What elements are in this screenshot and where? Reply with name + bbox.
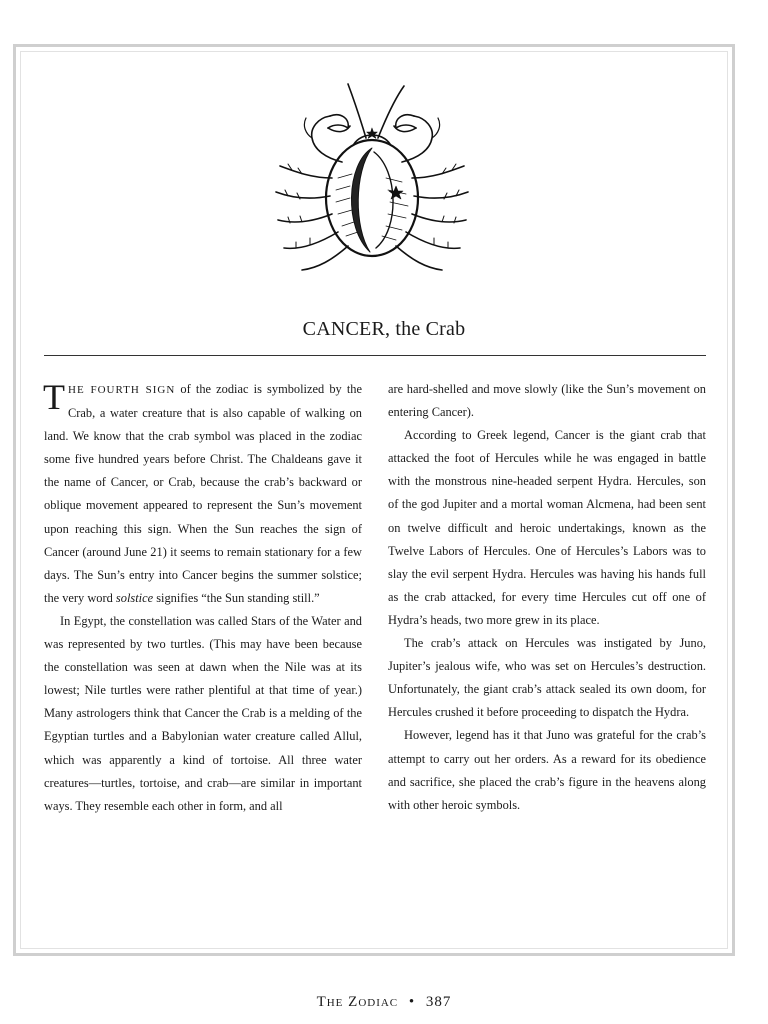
italic-word: solstice [115,590,154,605]
crab-illustration [262,78,482,288]
paragraph: are hard-shelled and move slowly (like the Sun’s movement on entering Cancer). [388,382,706,420]
page-number: 387 [425,994,452,1010]
footer-separator: • [408,994,416,1010]
small-caps-lead: HE FOURTH SIGN [68,384,176,396]
paragraph: However, legend has it that Juno was grateful for the crab’s attempt to carry out her orders. As a reward for its obedience and sacrifice, she placed the crab’s figure in the heavens along with other heroic symbols. [388,728,706,812]
running-head: The Zodiac [316,994,399,1010]
paragraph [44,378,362,610]
paragraph-text: of the zodiac is symbolized by the Crab, a water creature that is also capable of walking on land. We know that the crab symbol was placed in the zodiac some five hundred years before Christ. The Chaldeans gave it the name of Cancer, or Crab, because the crab’s backward or oblique movement appeared to represent the Sun’s movement upon reaching this sign. When the Sun reaches the sign of Cancer (around June 21) it seems to remain stationary for a few days. The Sun’s entry into Cancer begins the summer solstice; the very word [44,382,362,605]
page-title: CANCER, the Crab [302,318,466,340]
paragraph-text: signifies “the Sun standing still.” [153,590,320,605]
paragraph: According to Greek legend, Cancer is the giant crab that attacked the foot of Hercules while he was engaged in battle with the monstrous nine-headed serpent Hydra. Hercules, son of the god Jupiter and a mortal woman Alcmena, had been sent on twelve difficult and heroic undertakings, known as the Twelve Labors of Hercules. One of Hercules’s Labors was to slay the evil serpent Hydra. Hercules was having his hands full as the crab attacked, for every time Hercules cut off one of Hydra’s heads, two more grew in its place. [388,428,706,627]
paragraph: In Egypt, the constellation was called Stars of the Water and was represented by two turtles. (This may have been because the constellation was seen at dawn when the Nile was at its lowest; Nile turtles were rather plentiful at that time of year.) Many astrologers think that Cancer the Crab is a melding of the Egyptian turtles and a Babylonian water creature called Allul, which was apparently a kind of tortoise. All three water creatures—turtles, tortoise, and crab—are similar in important ways. They resemble each other in form, and all [44,613,362,813]
left-column [44,378,362,818]
drop-cap: T [43,377,65,417]
page-footer [0,994,768,1011]
title-rule [44,355,706,356]
paragraph: The crab’s attack on Hercules was instigated by Juno, Jupiter’s jealous wife, who was set on Hercules’s destruction. Unfortunately, the giant crab’s attack sealed its own doom, for Hercules crushed it before proceeding to dispatch the Hydra. [388,636,706,720]
right-column [388,378,706,817]
